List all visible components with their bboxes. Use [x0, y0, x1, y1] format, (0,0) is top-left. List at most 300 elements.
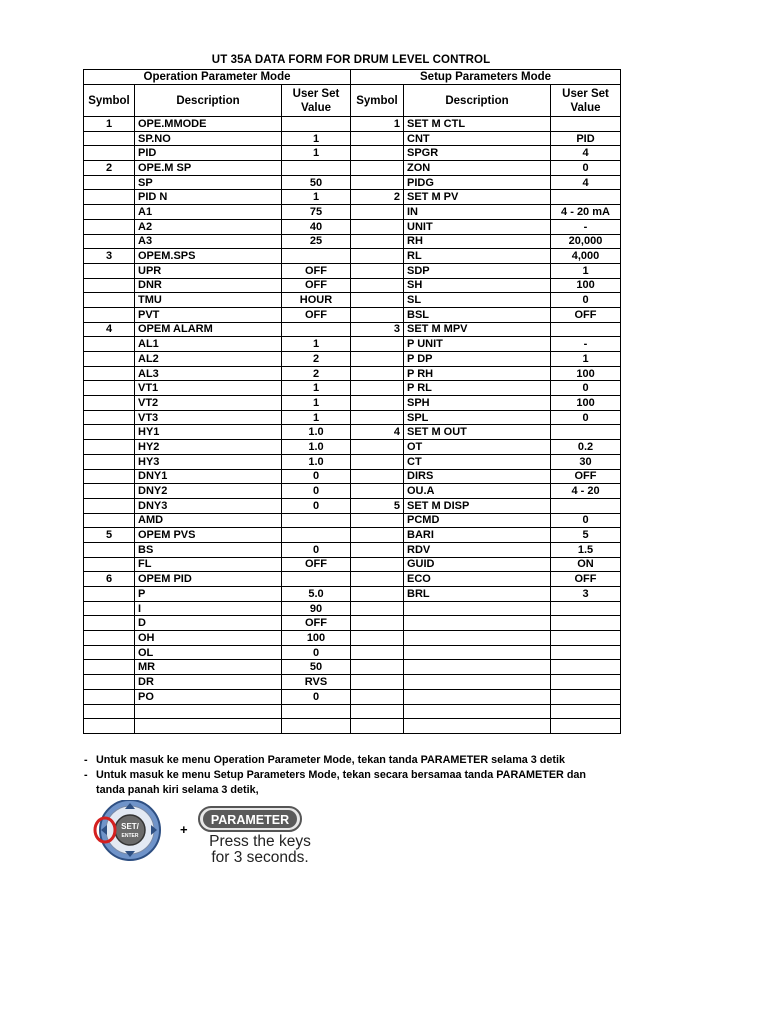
left-symbol-cell — [84, 645, 135, 660]
right-value-cell — [551, 322, 621, 337]
right-description-cell — [404, 601, 551, 616]
right-description-cell: RDV — [404, 542, 551, 557]
table-row — [84, 557, 621, 572]
right-value-cell: 4 - 20 — [551, 484, 621, 499]
right-symbol-cell — [351, 660, 404, 675]
left-value-cell — [282, 528, 351, 543]
table-row — [84, 675, 621, 690]
left-symbol-cell — [84, 396, 135, 411]
instructions — [84, 753, 664, 798]
left-value-cell: 1.0 — [282, 440, 351, 455]
plus-sign: + — [180, 822, 188, 837]
description-header: Description — [135, 85, 282, 117]
table-row — [84, 190, 621, 205]
left-symbol-cell — [84, 337, 135, 352]
right-value-cell: - — [551, 337, 621, 352]
left-description-cell: OPEM.SPS — [135, 249, 282, 264]
left-description-cell: AL2 — [135, 352, 282, 367]
right-description-cell: SPL — [404, 410, 551, 425]
left-description-cell: BS — [135, 542, 282, 557]
left-value-cell: 1.0 — [282, 425, 351, 440]
right-description-cell: SPGR — [404, 146, 551, 161]
right-value-cell — [551, 660, 621, 675]
right-description-cell — [404, 616, 551, 631]
right-symbol-cell — [351, 542, 404, 557]
left-symbol-cell — [84, 352, 135, 367]
left-symbol-cell — [84, 675, 135, 690]
left-value-cell: 2 — [282, 352, 351, 367]
right-symbol-cell — [351, 572, 404, 587]
right-description-cell: CT — [404, 454, 551, 469]
right-value-cell: ON — [551, 557, 621, 572]
left-value-cell — [282, 322, 351, 337]
right-symbol-cell: 2 — [351, 190, 404, 205]
left-symbol-cell — [84, 131, 135, 146]
right-symbol-cell — [351, 234, 404, 249]
right-symbol-cell — [351, 513, 404, 528]
table-row — [84, 131, 621, 146]
right-value-cell: OFF — [551, 307, 621, 322]
right-description-cell: ZON — [404, 161, 551, 176]
symbol-header: Symbol — [351, 85, 404, 117]
table-row — [84, 337, 621, 352]
left-value-cell: 1 — [282, 337, 351, 352]
left-symbol-cell: 6 — [84, 572, 135, 587]
left-description-cell: HY1 — [135, 425, 282, 440]
left-description-cell: DNR — [135, 278, 282, 293]
right-value-cell: 4 — [551, 146, 621, 161]
left-symbol-cell — [84, 175, 135, 190]
right-value-cell — [551, 425, 621, 440]
right-description-cell: IN — [404, 205, 551, 220]
right-value-cell: 0 — [551, 410, 621, 425]
left-symbol-cell — [84, 366, 135, 381]
left-value-cell: 0 — [282, 498, 351, 513]
table-row — [84, 454, 621, 469]
right-description-cell: SET M MPV — [404, 322, 551, 337]
right-value-cell: 0 — [551, 293, 621, 308]
right-description-cell: GUID — [404, 557, 551, 572]
table-row — [84, 425, 621, 440]
right-description-cell: BRL — [404, 587, 551, 602]
right-description-cell: OT — [404, 440, 551, 455]
table-row — [84, 263, 621, 278]
table-row — [84, 645, 621, 660]
parameter-key-label: PARAMETER — [210, 813, 290, 827]
left-description-cell: OPEM PVS — [135, 528, 282, 543]
left-description-cell: VT1 — [135, 381, 282, 396]
left-value-cell: 1.0 — [282, 454, 351, 469]
left-symbol-cell — [84, 190, 135, 205]
right-value-cell: PID — [551, 131, 621, 146]
right-value-cell: 0 — [551, 161, 621, 176]
right-value-cell — [551, 675, 621, 690]
left-symbol-cell — [84, 587, 135, 602]
left-value-cell — [282, 161, 351, 176]
left-value-cell — [282, 719, 351, 734]
right-description-cell — [404, 704, 551, 719]
left-description-cell: PVT — [135, 307, 282, 322]
left-symbol-cell — [84, 205, 135, 220]
right-symbol-cell — [351, 631, 404, 646]
right-value-cell: 30 — [551, 454, 621, 469]
right-symbol-cell — [351, 601, 404, 616]
left-symbol-cell — [84, 278, 135, 293]
left-description-cell: OPE.M SP — [135, 161, 282, 176]
right-description-cell: P RL — [404, 381, 551, 396]
left-symbol-cell — [84, 381, 135, 396]
right-description-cell: P RH — [404, 366, 551, 381]
symbol-header: Symbol — [84, 85, 135, 117]
right-symbol-cell: 3 — [351, 322, 404, 337]
left-value-cell — [282, 513, 351, 528]
left-description-cell: VT2 — [135, 396, 282, 411]
right-symbol-cell — [351, 528, 404, 543]
right-symbol-cell — [351, 205, 404, 220]
left-description-cell: DNY3 — [135, 498, 282, 513]
key-illustration — [92, 800, 322, 870]
table-row — [84, 234, 621, 249]
value-header: User Set Value — [551, 85, 621, 117]
table-row — [84, 587, 621, 602]
right-description-cell: SET M OUT — [404, 425, 551, 440]
right-symbol-cell — [351, 616, 404, 631]
right-symbol-cell — [351, 263, 404, 278]
left-symbol-cell: 4 — [84, 322, 135, 337]
bullet-dash: - — [84, 754, 88, 766]
table-row — [84, 498, 621, 513]
left-value-cell — [282, 572, 351, 587]
left-value-cell: 1 — [282, 131, 351, 146]
right-value-cell: 4 - 20 mA — [551, 205, 621, 220]
left-description-cell: DNY2 — [135, 484, 282, 499]
left-symbol-cell — [84, 601, 135, 616]
note-text-continued: tanda panah kiri selama 3 detik, — [96, 784, 259, 796]
table-row — [84, 572, 621, 587]
left-value-cell — [282, 249, 351, 264]
right-description-cell: PIDG — [404, 175, 551, 190]
left-description-cell — [135, 719, 282, 734]
right-description-cell: UNIT — [404, 219, 551, 234]
left-description-cell: SP — [135, 175, 282, 190]
right-value-cell: 100 — [551, 366, 621, 381]
right-description-cell: P UNIT — [404, 337, 551, 352]
left-description-cell: OPEM PID — [135, 572, 282, 587]
right-value-cell — [551, 719, 621, 734]
left-symbol-cell — [84, 557, 135, 572]
right-value-cell: 1 — [551, 352, 621, 367]
note-item — [84, 753, 664, 768]
left-value-cell: 50 — [282, 175, 351, 190]
table-row — [84, 513, 621, 528]
right-description-cell: SDP — [404, 263, 551, 278]
right-value-cell: 0 — [551, 381, 621, 396]
right-value-cell: 3 — [551, 587, 621, 602]
right-symbol-cell — [351, 249, 404, 264]
left-value-cell: 25 — [282, 234, 351, 249]
left-description-cell: OPEM ALARM — [135, 322, 282, 337]
left-symbol-cell: 2 — [84, 161, 135, 176]
right-description-cell: RH — [404, 234, 551, 249]
left-value-cell: 0 — [282, 484, 351, 499]
right-symbol-cell: 4 — [351, 425, 404, 440]
right-description-cell: RL — [404, 249, 551, 264]
right-symbol-cell — [351, 645, 404, 660]
table-row — [84, 719, 621, 734]
right-symbol-cell — [351, 675, 404, 690]
operation-mode-header: Operation Parameter Mode — [84, 70, 351, 85]
right-description-cell: SH — [404, 278, 551, 293]
right-symbol-cell — [351, 469, 404, 484]
table-row — [84, 249, 621, 264]
right-value-cell: 20,000 — [551, 234, 621, 249]
right-symbol-cell — [351, 146, 404, 161]
right-value-cell: 4 — [551, 175, 621, 190]
note-text: Untuk masuk ke menu Operation Parameter Mode, tekan tanda PARAMETER selama 3 detik — [96, 754, 566, 766]
left-value-cell: 0 — [282, 542, 351, 557]
left-value-cell: 0 — [282, 469, 351, 484]
left-description-cell: AL3 — [135, 366, 282, 381]
table-row — [84, 322, 621, 337]
left-symbol-cell: 3 — [84, 249, 135, 264]
right-symbol-cell — [351, 704, 404, 719]
left-description-cell: SP.NO — [135, 131, 282, 146]
right-value-cell: OFF — [551, 572, 621, 587]
table-row — [84, 542, 621, 557]
left-symbol-cell — [84, 293, 135, 308]
left-value-cell: 40 — [282, 219, 351, 234]
left-description-cell: VT3 — [135, 410, 282, 425]
right-symbol-cell — [351, 366, 404, 381]
table-row — [84, 410, 621, 425]
left-symbol-cell — [84, 425, 135, 440]
left-description-cell: I — [135, 601, 282, 616]
left-value-cell: 2 — [282, 366, 351, 381]
left-description-cell: UPR — [135, 263, 282, 278]
right-value-cell — [551, 190, 621, 205]
right-description-cell: CNT — [404, 131, 551, 146]
right-description-cell — [404, 660, 551, 675]
table-row — [84, 484, 621, 499]
right-description-cell: BSL — [404, 307, 551, 322]
left-description-cell: AL1 — [135, 337, 282, 352]
left-symbol-cell — [84, 146, 135, 161]
value-header: User Set Value — [282, 85, 351, 117]
left-value-cell: OFF — [282, 557, 351, 572]
left-description-cell: PID — [135, 146, 282, 161]
left-description-cell: A2 — [135, 219, 282, 234]
enter-key-label: ENTER — [121, 833, 139, 839]
right-value-cell: 1.5 — [551, 542, 621, 557]
right-symbol-cell: 5 — [351, 498, 404, 513]
left-symbol-cell — [84, 498, 135, 513]
left-description-cell: DR — [135, 675, 282, 690]
left-symbol-cell — [84, 689, 135, 704]
left-description-cell: OL — [135, 645, 282, 660]
table-row — [84, 117, 621, 132]
table-row — [84, 528, 621, 543]
caption-line: Press the keys — [209, 833, 311, 850]
left-value-cell: 1 — [282, 146, 351, 161]
left-symbol-cell — [84, 542, 135, 557]
table-row — [84, 660, 621, 675]
table-row — [84, 631, 621, 646]
right-description-cell — [404, 719, 551, 734]
left-description-cell: HY2 — [135, 440, 282, 455]
right-description-cell: SET M DISP — [404, 498, 551, 513]
left-description-cell: OPE.MMODE — [135, 117, 282, 132]
left-value-cell: OFF — [282, 263, 351, 278]
right-symbol-cell — [351, 381, 404, 396]
right-value-cell: 100 — [551, 396, 621, 411]
right-value-cell: 1 — [551, 263, 621, 278]
right-value-cell: - — [551, 219, 621, 234]
table-row — [84, 278, 621, 293]
right-symbol-cell — [351, 293, 404, 308]
left-description-cell: D — [135, 616, 282, 631]
table-row — [84, 469, 621, 484]
left-symbol-cell: 5 — [84, 528, 135, 543]
left-symbol-cell — [84, 234, 135, 249]
left-description-cell: FL — [135, 557, 282, 572]
right-value-cell — [551, 601, 621, 616]
table-row — [84, 704, 621, 719]
left-value-cell: OFF — [282, 616, 351, 631]
right-symbol-cell: 1 — [351, 117, 404, 132]
left-description-cell: DNY1 — [135, 469, 282, 484]
left-description-cell — [135, 704, 282, 719]
right-description-cell: SET M CTL — [404, 117, 551, 132]
right-symbol-cell — [351, 587, 404, 602]
left-description-cell: MR — [135, 660, 282, 675]
left-value-cell: RVS — [282, 675, 351, 690]
right-symbol-cell — [351, 131, 404, 146]
left-value-cell: 90 — [282, 601, 351, 616]
right-description-cell: PCMD — [404, 513, 551, 528]
right-description-cell: SPH — [404, 396, 551, 411]
caption-line: for 3 seconds. — [211, 849, 309, 866]
right-symbol-cell — [351, 719, 404, 734]
left-value-cell: 1 — [282, 381, 351, 396]
right-description-cell — [404, 645, 551, 660]
table-row — [84, 205, 621, 220]
table-row — [84, 601, 621, 616]
right-value-cell: 4,000 — [551, 249, 621, 264]
table-row — [84, 689, 621, 704]
page-title: UT 35A DATA FORM FOR DRUM LEVEL CONTROL — [211, 54, 491, 66]
right-value-cell — [551, 704, 621, 719]
left-symbol-cell — [84, 307, 135, 322]
right-symbol-cell — [351, 410, 404, 425]
right-value-cell: 0 — [551, 513, 621, 528]
left-symbol-cell — [84, 631, 135, 646]
left-description-cell: P — [135, 587, 282, 602]
right-symbol-cell — [351, 337, 404, 352]
table-row — [84, 440, 621, 455]
left-description-cell: A1 — [135, 205, 282, 220]
table-row — [84, 161, 621, 176]
right-description-cell: BARI — [404, 528, 551, 543]
parameter-table — [83, 69, 621, 734]
table-row — [84, 616, 621, 631]
right-description-cell: ECO — [404, 572, 551, 587]
left-symbol-cell — [84, 719, 135, 734]
left-description-cell: PO — [135, 689, 282, 704]
left-symbol-cell — [84, 440, 135, 455]
keys-caption — [198, 834, 322, 866]
left-value-cell — [282, 117, 351, 132]
table-row — [84, 146, 621, 161]
table-row — [84, 307, 621, 322]
left-symbol-cell — [84, 219, 135, 234]
left-symbol-cell — [84, 616, 135, 631]
right-value-cell — [551, 645, 621, 660]
right-symbol-cell — [351, 484, 404, 499]
right-symbol-cell — [351, 396, 404, 411]
right-symbol-cell — [351, 278, 404, 293]
table-row — [84, 293, 621, 308]
right-description-cell: P DP — [404, 352, 551, 367]
left-symbol-cell — [84, 513, 135, 528]
left-description-cell: HY3 — [135, 454, 282, 469]
left-value-cell: 1 — [282, 410, 351, 425]
note-text: Untuk masuk ke menu Setup Parameters Mode, tekan secara bersamaa tanda PARAMETER dan — [96, 769, 587, 781]
note-item — [84, 768, 664, 783]
table-row — [84, 352, 621, 367]
left-symbol-cell — [84, 263, 135, 278]
right-symbol-cell — [351, 454, 404, 469]
right-symbol-cell — [351, 307, 404, 322]
left-symbol-cell — [84, 454, 135, 469]
right-description-cell: OU.A — [404, 484, 551, 499]
right-value-cell — [551, 616, 621, 631]
right-symbol-cell — [351, 689, 404, 704]
right-symbol-cell — [351, 219, 404, 234]
left-value-cell: 1 — [282, 396, 351, 411]
right-symbol-cell — [351, 175, 404, 190]
left-symbol-cell — [84, 469, 135, 484]
left-value-cell: 1 — [282, 190, 351, 205]
description-header: Description — [404, 85, 551, 117]
right-description-cell: SET M PV — [404, 190, 551, 205]
left-description-cell: PID N — [135, 190, 282, 205]
right-value-cell — [551, 117, 621, 132]
left-value-cell: 75 — [282, 205, 351, 220]
left-symbol-cell — [84, 660, 135, 675]
left-symbol-cell: 1 — [84, 117, 135, 132]
right-description-cell: SL — [404, 293, 551, 308]
right-symbol-cell — [351, 161, 404, 176]
left-value-cell: 0 — [282, 689, 351, 704]
right-value-cell — [551, 498, 621, 513]
right-value-cell: OFF — [551, 469, 621, 484]
left-description-cell: TMU — [135, 293, 282, 308]
setup-mode-header: Setup Parameters Mode — [351, 70, 621, 85]
left-symbol-cell — [84, 484, 135, 499]
left-description-cell: OH — [135, 631, 282, 646]
left-value-cell: OFF — [282, 278, 351, 293]
table-row — [84, 396, 621, 411]
right-symbol-cell — [351, 557, 404, 572]
left-value-cell: 0 — [282, 645, 351, 660]
left-description-cell: AMD — [135, 513, 282, 528]
right-value-cell: 0.2 — [551, 440, 621, 455]
table-row — [84, 366, 621, 381]
left-symbol-cell — [84, 704, 135, 719]
left-value-cell: 50 — [282, 660, 351, 675]
right-symbol-cell — [351, 352, 404, 367]
right-value-cell: 100 — [551, 278, 621, 293]
